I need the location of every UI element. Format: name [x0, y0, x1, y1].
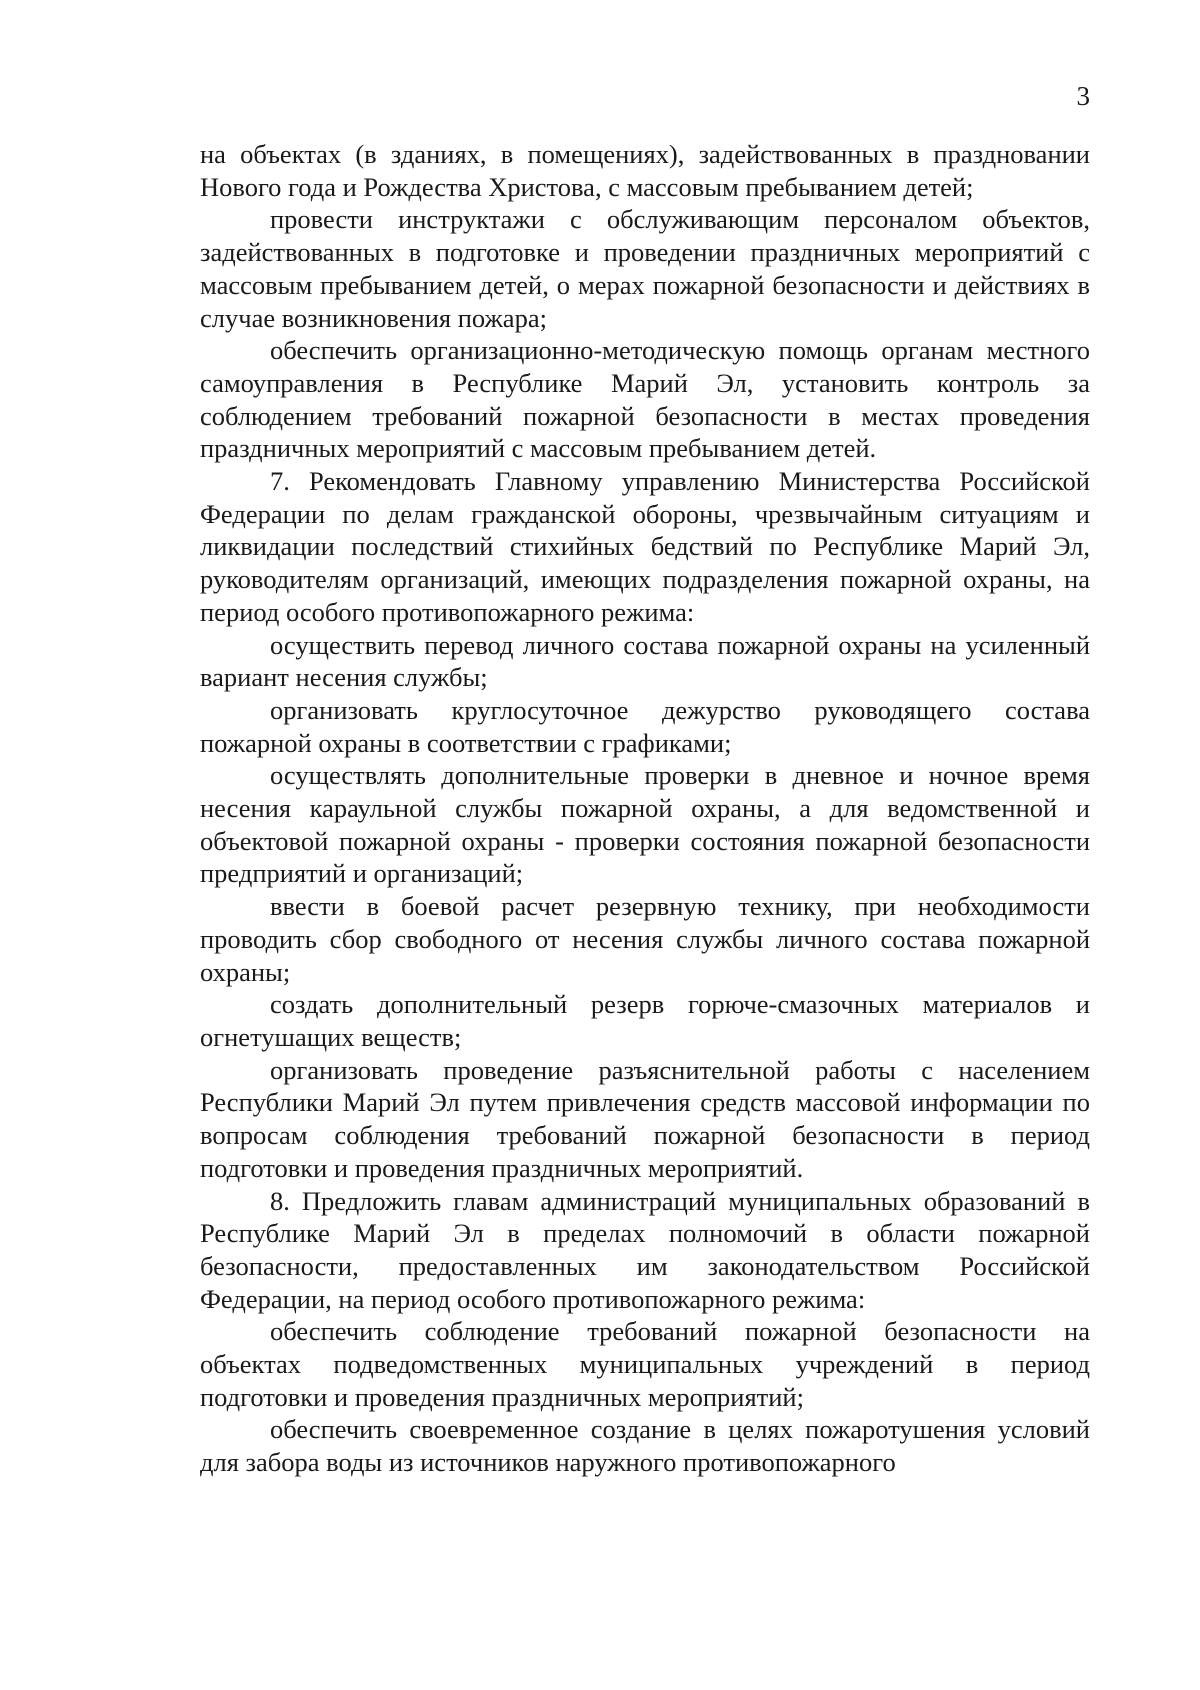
paragraph-13: обеспечить своевременное создание в целях пожаротушения условий для забора воды из источников наружного противопожарного — [200, 1414, 1090, 1478]
page-number: 3 — [1076, 81, 1090, 111]
paragraph-10: организовать проведение разъяснительной работы с населением Республики Марий Эл путем привлечения средств массовой информации по вопросам соблюдения требований пожарной безопасности в период подготовки и проведения праздничных мероприятий. — [200, 1054, 1090, 1183]
paragraph-item-7: 7. Рекомендовать Главному управлению Министерства Российской Федерации по делам гражданской обороны, чрезвычайным ситуациям и ликвидации последствий стихийных бедствий по Республике Марий Эл, руководителям организаций, имеющих подразделения пожарной охраны, на период особого противопожарного режима: — [200, 466, 1090, 627]
paragraph-item-8: 8. Предложить главам администраций муниципальных образований в Республике Марий Эл в пределах полномочий в области пожарной безопасности, предоставленных им законодательством Российской Федерации, на период особого противопожарного режима: — [200, 1185, 1090, 1314]
paragraph-7: осуществлять дополнительные проверки в дневное и ночное время несения караульной службы пожарной охраны, а для ведомственной и объектовой пожарной охраны - проверки состояния пожарной безопасности предприятий и организаций; — [200, 760, 1090, 889]
paragraph-12: обеспечить соблюдение требований пожарной безопасности на объектах подведомственных муниципальных учреждений в период подготовки и проведения праздничных мероприятий; — [200, 1316, 1090, 1412]
document-body — [200, 138, 1090, 1479]
paragraph-8: ввести в боевой расчет резервную технику, при необходимости проводить сбор свободного от несения службы личного состава пожарной охраны; — [200, 891, 1090, 987]
paragraph-1: на объектах (в зданиях, в помещениях), задействованных в праздновании Нового года и Рождества Христова, с массовым пребыванием детей; — [200, 139, 1090, 202]
paragraph-3: обеспечить организационно-методическую помощь органам местного самоуправления в Республике Марий Эл, установить контроль за соблюдением требований пожарной безопасности в местах проведения праздничных мероприятий с массовым пребыванием детей. — [200, 335, 1090, 464]
paragraph-9: создать дополнительный резерв горюче-смазочных материалов и огнетушащих веществ; — [200, 989, 1090, 1052]
paragraph-6: организовать круглосуточное дежурство руководящего состава пожарной охраны в соответствии с графиками; — [200, 694, 1090, 758]
paragraph-2: провести инструктажи с обслуживающим персоналом объектов, задействованных в подготовке и проведении праздничных мероприятий с массовым пребыванием детей, о мерах пожарной безопасности и действиях в случае возникновения пожара; — [200, 204, 1090, 333]
paragraph-5: осуществить перевод личного состава пожарной охраны на усиленный вариант несения службы; — [200, 629, 1090, 693]
